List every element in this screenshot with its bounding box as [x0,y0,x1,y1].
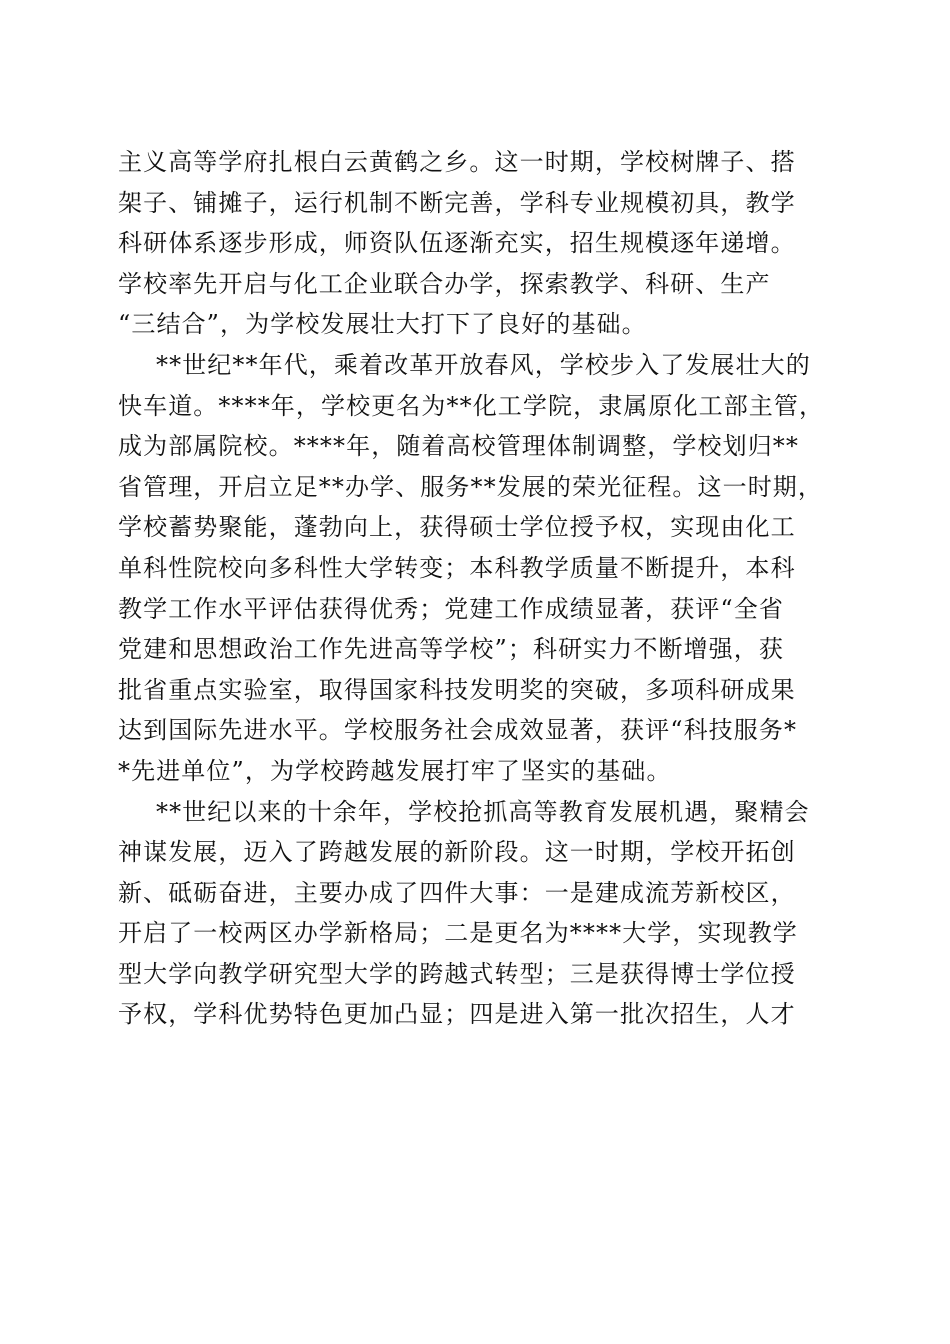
paragraph-3 [118,792,830,1036]
text-line: 达到国际先进水平。学校服务社会成效显著，获评“科技服务* [118,716,798,745]
text-line: 成为部属院校。****年，随着高校管理体制调整，学校划归** [118,432,799,461]
paragraph-1 [118,142,830,345]
text-line: 党建和思想政治工作先进高等学校”；科研实力不断增强，获 [118,635,784,664]
paragraph-2 [118,345,830,792]
text-line: **世纪以来的十余年，学校抢抓高等教育发展机遇，聚精会 [156,797,810,826]
text-line: 教学工作水平评估获得优秀；党建工作成绩显著，获评“全省 [118,594,784,623]
text-line: “三结合”，为学校发展壮大打下了良好的基础。 [118,310,647,339]
text-line: 快车道。****年，学校更名为**化工学院，隶属原化工部主管， [118,391,825,420]
text-line: 开启了一校两区办学新格局；二是更名为****大学，实现教学 [118,919,798,948]
text-line: *先进单位”，为学校跨越发展打牢了坚实的基础。 [118,756,672,785]
text-line: 神谋发展，迈入了跨越发展的新阶段。这一时期，学校开拓创 [118,838,796,867]
text-line: 单科性院校向多科性大学转变；本科教学质量不断提升，本科 [118,553,796,582]
text-line: 学校蓄势聚能，蓬勃向上，获得硕士学位授予权，实现由化工 [118,513,796,542]
text-line: 主义高等学府扎根白云黄鹤之乡。这一时期，学校树牌子、搭 [118,148,796,176]
body-text [118,142,830,1035]
text-line: 新、砥砺奋进，主要办成了四件大事：一是建成流芳新校区， [118,878,796,907]
text-line: 科研体系逐步形成，师资队伍逐渐充实，招生规模逐年递增。 [118,229,796,258]
text-line: 予权，学科优势特色更加凸显；四是进入第一批次招生，人才 [118,1000,796,1029]
text-line: 型大学向教学研究型大学的跨越式转型；三是获得博士学位授 [118,959,796,988]
text-line: 学校率先开启与化工企业联合办学，探索教学、科研、生产 [118,269,771,298]
text-line: 省管理，开启立足**办学、服务**发展的荣光征程。这一时期， [118,472,823,501]
text-line: 批省重点实验室，取得国家科技发明奖的突破，多项科研成果 [118,675,796,704]
text-line: **世纪**年代，乘着改革开放春风，学校步入了发展壮大的 [156,350,811,379]
text-line: 架子、铺摊子，运行机制不断完善，学科专业规模初具，教学 [118,188,796,217]
